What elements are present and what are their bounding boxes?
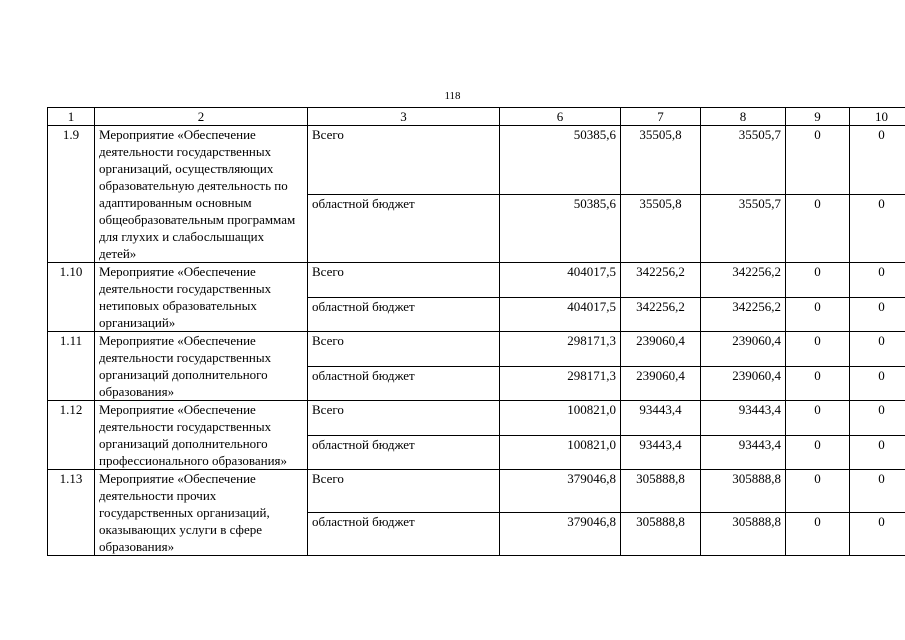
row-number-cell: 1.10: [48, 263, 95, 332]
value-cell-col9: 0: [786, 297, 850, 332]
funding-source-cell: Всего: [308, 263, 500, 298]
value-cell-col7: 342256,2: [621, 297, 701, 332]
value-cell-col6: 50385,6: [500, 194, 621, 263]
row-number-cell: 1.13: [48, 470, 95, 556]
funding-source-cell: областной бюджет: [308, 435, 500, 470]
table-row: [48, 470, 905, 513]
value-cell-col9: 0: [786, 435, 850, 470]
header-cell: 6: [500, 108, 621, 126]
header-cell: 2: [95, 108, 308, 126]
table-body: [48, 108, 905, 556]
value-cell-col7: 35505,8: [621, 194, 701, 263]
value-cell-col8: 35505,7: [701, 194, 786, 263]
value-cell-col10: 0: [850, 435, 905, 470]
value-cell-col9: 0: [786, 263, 850, 298]
value-cell-col7: 35505,8: [621, 126, 701, 195]
value-cell-col6: 100821,0: [500, 401, 621, 436]
value-cell-col7: 239060,4: [621, 332, 701, 367]
value-cell-col10: 0: [850, 470, 905, 513]
funding-source-cell: Всего: [308, 126, 500, 195]
value-cell-col8: 239060,4: [701, 366, 786, 401]
budget-table: [47, 107, 905, 556]
value-cell-col7: 93443,4: [621, 401, 701, 436]
row-number-cell: 1.12: [48, 401, 95, 470]
value-cell-col7: 93443,4: [621, 435, 701, 470]
table-row: [48, 263, 905, 298]
funding-source-cell: Всего: [308, 332, 500, 367]
measure-name-cell: Мероприятие «Обеспечение деятельности государственных нетиповых образовательных организаций»: [95, 263, 308, 332]
value-cell-col10: 0: [850, 332, 905, 367]
funding-source-cell: Всего: [308, 401, 500, 436]
value-cell-col6: 404017,5: [500, 297, 621, 332]
value-cell-col9: 0: [786, 401, 850, 436]
value-cell-col7: 305888,8: [621, 513, 701, 556]
table-header-row: [48, 108, 905, 126]
header-cell: 7: [621, 108, 701, 126]
value-cell-col7: 342256,2: [621, 263, 701, 298]
value-cell-col10: 0: [850, 401, 905, 436]
measure-name-cell: Мероприятие «Обеспечение деятельности прочих государственных организаций, оказывающих услуги в сфере образования»: [95, 470, 308, 556]
header-cell: 10: [850, 108, 905, 126]
measure-name-cell: Мероприятие «Обеспечение деятельности государственных организаций, осуществляющих образовательную деятельность по адаптированным основным общеобразовательным программам для глухих и слабослышащих детей»: [95, 126, 308, 263]
value-cell-col6: 50385,6: [500, 126, 621, 195]
value-cell-col10: 0: [850, 366, 905, 401]
header-cell: 1: [48, 108, 95, 126]
value-cell-col8: 342256,2: [701, 297, 786, 332]
value-cell-col10: 0: [850, 263, 905, 298]
measure-name-cell: Мероприятие «Обеспечение деятельности государственных организаций дополнительного образования»: [95, 332, 308, 401]
value-cell-col8: 93443,4: [701, 435, 786, 470]
value-cell-col7: 305888,8: [621, 470, 701, 513]
table-row: [48, 126, 905, 195]
value-cell-col7: 239060,4: [621, 366, 701, 401]
value-cell-col6: 379046,8: [500, 513, 621, 556]
value-cell-col6: 379046,8: [500, 470, 621, 513]
funding-source-cell: областной бюджет: [308, 366, 500, 401]
value-cell-col8: 305888,8: [701, 470, 786, 513]
value-cell-col6: 404017,5: [500, 263, 621, 298]
page-number: 118: [444, 90, 461, 102]
row-number-cell: 1.11: [48, 332, 95, 401]
header-cell: 3: [308, 108, 500, 126]
value-cell-col8: 342256,2: [701, 263, 786, 298]
table-row: [48, 401, 905, 436]
value-cell-col9: 0: [786, 332, 850, 367]
row-number-cell: 1.9: [48, 126, 95, 263]
value-cell-col9: 0: [786, 513, 850, 556]
value-cell-col6: 298171,3: [500, 366, 621, 401]
funding-source-cell: областной бюджет: [308, 194, 500, 263]
value-cell-col8: 239060,4: [701, 332, 786, 367]
value-cell-col10: 0: [850, 126, 905, 195]
value-cell-col9: 0: [786, 366, 850, 401]
value-cell-col10: 0: [850, 513, 905, 556]
value-cell-col6: 100821,0: [500, 435, 621, 470]
value-cell-col9: 0: [786, 126, 850, 195]
funding-source-cell: Всего: [308, 470, 500, 513]
value-cell-col9: 0: [786, 470, 850, 513]
value-cell-col10: 0: [850, 297, 905, 332]
header-cell: 9: [786, 108, 850, 126]
value-cell-col10: 0: [850, 194, 905, 263]
measure-name-cell: Мероприятие «Обеспечение деятельности государственных организаций дополнительного профессионального образования»: [95, 401, 308, 470]
value-cell-col6: 298171,3: [500, 332, 621, 367]
table-row: [48, 332, 905, 367]
value-cell-col8: 35505,7: [701, 126, 786, 195]
value-cell-col8: 305888,8: [701, 513, 786, 556]
header-cell: 8: [701, 108, 786, 126]
value-cell-col8: 93443,4: [701, 401, 786, 436]
value-cell-col9: 0: [786, 194, 850, 263]
funding-source-cell: областной бюджет: [308, 297, 500, 332]
funding-source-cell: областной бюджет: [308, 513, 500, 556]
